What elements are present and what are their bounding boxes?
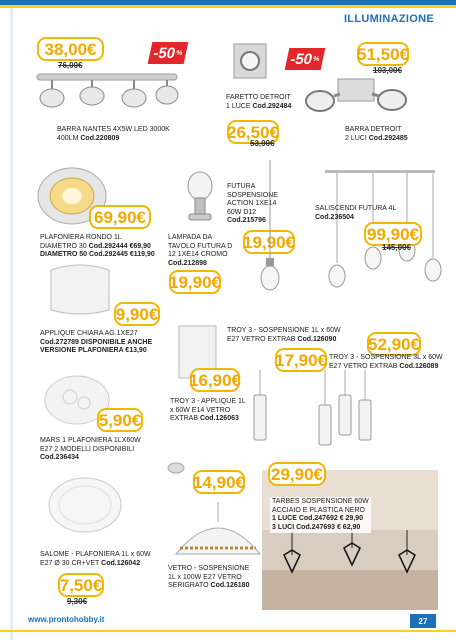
product-label: VETRO - SOSPENSIONE 1L x 100W E27 VETRO SERIGRATO Cod.126180: [168, 565, 250, 590]
price-tag: 7,50€: [58, 573, 104, 597]
track-light-image: [32, 62, 182, 122]
product-label: SALOME - PLAFONIERA 1L x 60W E27 Ø 30 CR+VET Cod.126042: [40, 551, 151, 567]
glass-pendant-image: [168, 462, 263, 562]
product-label: PLAFONIERA RONDO 1L DIAMETRO 30 Cod.292444 €69,90 DIAMETRO 50 Cod.292445 €119,90: [40, 234, 155, 259]
product-label: FARETTO DETROIT 1 LUCE Cod.292484: [226, 94, 292, 110]
website-link[interactable]: www.prontohobby.it: [28, 615, 105, 624]
room-photo-image: [262, 470, 438, 610]
pendant-bulb-image: [255, 160, 285, 295]
old-price: 145,00€: [382, 243, 411, 252]
product-label: APPLIQUE CHIARA AG.1XE27 Cod.272789 DISPONIBILE ANCHE VERSIONE PLAFONIERA €13,90: [40, 330, 153, 355]
pendant-cylinders-image: [310, 370, 380, 450]
old-price: 76,00€: [58, 61, 83, 70]
product-label: BARRA NANTES 4X5W LED 3000K 400LM Cod.220809: [57, 126, 170, 142]
price-tag: 38,00€: [37, 37, 104, 61]
footer-strip: [0, 630, 456, 632]
price-tag: 29,90€: [268, 462, 326, 486]
price-tag: 17,90€: [275, 348, 327, 372]
spotlight-image: [230, 40, 270, 85]
old-price: 103,00€: [373, 66, 402, 75]
salome-ceiling-image: [45, 475, 125, 535]
old-price: 53,00€: [250, 139, 275, 148]
discount-badge: -50 %: [285, 48, 326, 70]
price-tag: 5,90€: [97, 408, 143, 432]
product-label: TROY 3 - SOSPENSIONE 3L x 60W E27 VETRO EXTRAB Cod.126089: [329, 354, 443, 370]
old-price: 9,30€: [67, 597, 88, 606]
page-margin-strip: [10, 0, 13, 640]
price-tag: 69,90€: [89, 205, 151, 229]
pendant-cylinder-image: [245, 370, 275, 450]
price-tag: 26,50€: [227, 120, 279, 144]
price-tag: 16,90€: [190, 368, 240, 392]
product-label: BARRA DETROIT 2 LUCI Cod.292485: [345, 126, 408, 142]
product-label: TROY 3 - APPLIQUE 1L x 60W E14 VETRO EXTRAB Cod.126063: [170, 398, 246, 423]
price-tag: 51,50€: [357, 42, 409, 66]
price-tag: 99,90€: [364, 222, 422, 246]
price-tag: 52,90€: [367, 332, 421, 356]
discount-badge: -50 %: [148, 42, 189, 64]
product-label: FUTURA SOSPENSIONE ACTION 1XE14 60W D12 Cod.215796: [227, 183, 278, 225]
product-label: TROY 3 - SOSPENSIONE 1L x 60W E27 VETRO EXTRAB Cod.126090: [227, 327, 341, 343]
product-label: LAMPADA DA TAVOLO FUTURA D 12 1XE14 CROMO Cod.212898: [168, 234, 233, 267]
header-strip: [0, 5, 456, 8]
product-label: TARBES SOSPENSIONE 60W ACCIAIO E PLASTICA NERO 1 LUCE Cod.247692 € 29,90 3 LUCI Cod.247693 € 62,90: [270, 497, 371, 533]
price-tag: 14,90€: [193, 470, 245, 494]
table-lamp-image: [185, 168, 215, 230]
section-title: ILLUMINAZIONE: [343, 13, 434, 25]
product-label: MARS 1 PLAFONIERA 1LX60W E27 2 MODELLI DISPONIBILI Cod.236434: [40, 437, 141, 462]
product-label: SALISCENDI FUTURA 4L Cod.236504: [315, 205, 397, 221]
page-number: 27: [410, 614, 436, 628]
price-tag: 9,90€: [114, 302, 160, 326]
wall-lamp-image: [45, 262, 115, 317]
price-tag: 19,90€: [243, 230, 295, 254]
spot-bar-image: [300, 76, 410, 121]
price-tag: 19,90€: [169, 270, 221, 294]
